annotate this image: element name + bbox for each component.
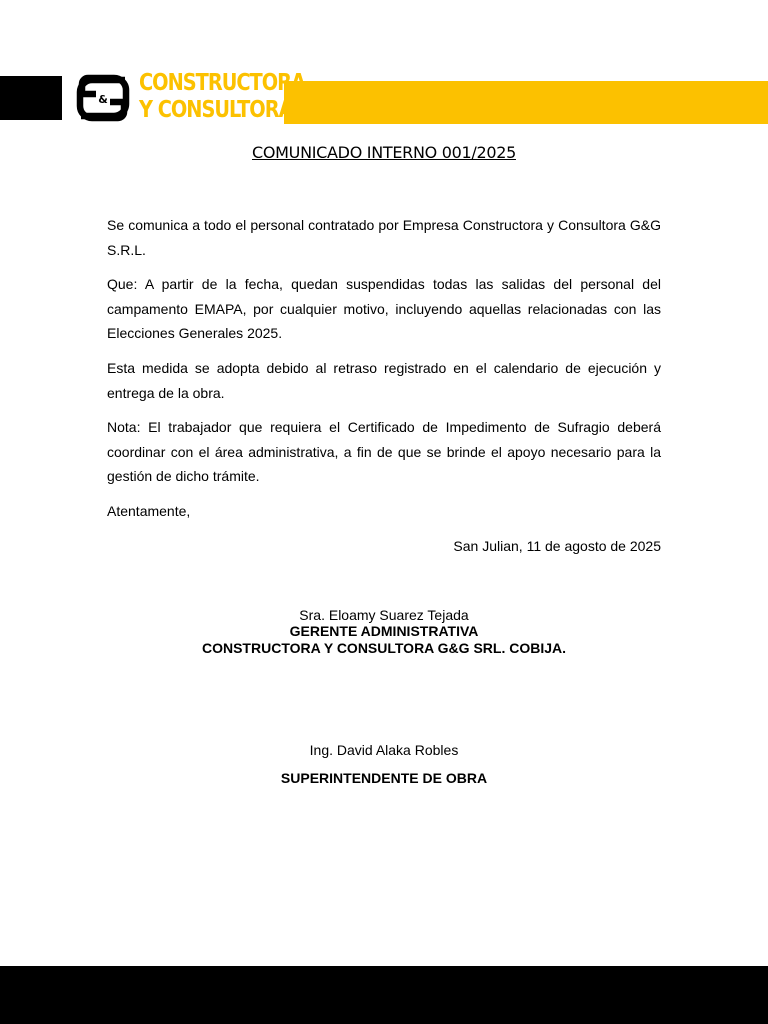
signatory-1-company: CONSTRUCTORA Y CONSULTORA G&G SRL. COBIJA. (201, 640, 567, 656)
signatory-1-role: GERENTE ADMINISTRATIVA (289, 623, 479, 639)
document-title: COMUNICADO INTERNO 001/2025 (252, 143, 516, 162)
signatory-2-role: SUPERINTENDENTE DE OBRA (280, 770, 488, 786)
signatory-1-name: Sra. Eloamy Suarez Tejada (299, 607, 469, 623)
paragraph-reason: Esta medida se adopta debido al retraso registrado en el calendario de ejecución y entrega de la obra. (107, 360, 661, 401)
gg-logo-icon (72, 68, 134, 128)
logo-line-2: Y CONSULTORA (139, 97, 293, 123)
logo-wordmark (139, 70, 305, 124)
logo-line-1: CONSTRUCTORA (139, 70, 305, 96)
company-logo (72, 68, 305, 128)
paragraph-note: Nota: El trabajador que requiera el Certificado de Impedimento de Sufragio deberá coordinar con el área administrativa, a fin de que se brinde el apoyo necesario para la gestión de dicho trámite. (107, 419, 661, 484)
paragraph-suspension: Que: A partir de la fecha, quedan suspendidas todas las salidas del personal del campamento EMAPA, por cualquier motivo, incluyendo aquellas relacionadas con las Elecciones Generales 2025. (107, 276, 661, 341)
logo-ampersand: & (98, 93, 108, 106)
paragraph-intro: Se comunica a todo el personal contratado por Empresa Constructora y Consultora G&G S.R.L. (107, 217, 661, 258)
closing-salutation: Atentamente, (107, 503, 191, 519)
header-yellow-bar (284, 81, 768, 124)
footer-bar (0, 966, 768, 1024)
date-line: San Julian, 11 de agosto de 2025 (453, 538, 661, 554)
header-black-block (0, 76, 62, 120)
signatory-2-name: Ing. David Alaka Robles (309, 742, 459, 758)
